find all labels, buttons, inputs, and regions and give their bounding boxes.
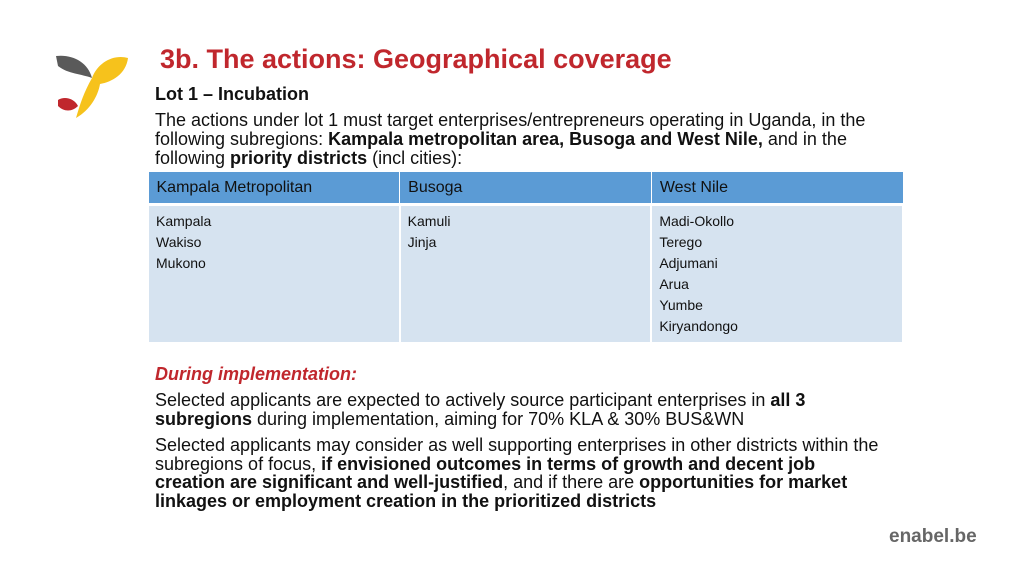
district-list-busoga	[400, 205, 652, 343]
text-segment: Selected applicants are expected to actively source participant enterprises in	[155, 390, 771, 410]
implementation-paragraph-2	[155, 436, 885, 510]
district-item: Kampala	[156, 213, 212, 229]
text-segment: Kampala metropolitan area, Busoga and West Nile,	[328, 129, 763, 149]
district-item: Kamuli	[407, 213, 451, 229]
district-item: Arua	[659, 276, 689, 292]
district-item: Madi-Okollo	[659, 213, 735, 229]
text-segment: during implementation, aiming for 70% KLA & 30% BUS&WN	[252, 408, 745, 429]
text-segment: if envisioned outcomes in terms of growth and decent job creation are significant and well-justified	[155, 453, 816, 492]
page-title: 3b. The actions: Geographical coverage	[160, 44, 672, 74]
enabel-logo-icon	[54, 52, 130, 124]
column-header: West Nile	[651, 172, 903, 205]
district-item: Mukono	[156, 255, 206, 271]
implementation-heading: During implementation:	[155, 364, 357, 384]
lot-heading: Lot 1 – Incubation	[155, 84, 310, 104]
district-item: Jinja	[407, 234, 437, 250]
text-segment: all 3 subregions	[155, 390, 806, 429]
district-list-kampala	[148, 205, 400, 343]
text-segment: opportunities for market linkages or employment creation in the prioritized districts	[155, 472, 848, 511]
text-segment: (incl cities):	[367, 148, 463, 168]
table-header-row	[148, 172, 903, 205]
text-segment: , and if there are	[503, 472, 640, 492]
district-item: Wakiso	[156, 234, 202, 250]
text-segment: Selected applicants may consider as well supporting enterprises in other districts within the subregions of focus,	[155, 435, 879, 474]
text-segment: The actions under lot 1 must target enterprises/entrepreneurs operating in Uganda, in the following subregions:	[155, 110, 866, 149]
implementation-paragraph-1	[155, 391, 885, 428]
intro-paragraph	[155, 111, 875, 168]
district-item: Adjumani	[659, 255, 718, 271]
brand-url: enabel.be	[889, 526, 977, 547]
column-header: Kampala Metropolitan	[148, 172, 400, 205]
text-segment: priority districts	[230, 148, 368, 168]
district-list-west-nile	[651, 205, 903, 343]
district-item: Yumbe	[659, 297, 703, 313]
district-item: Kiryandongo	[659, 318, 738, 334]
column-header: Busoga	[400, 172, 652, 205]
district-item: Terego	[659, 234, 703, 250]
table-row	[148, 205, 903, 343]
districts-table	[147, 171, 904, 342]
text-segment: and in the following	[155, 129, 847, 168]
